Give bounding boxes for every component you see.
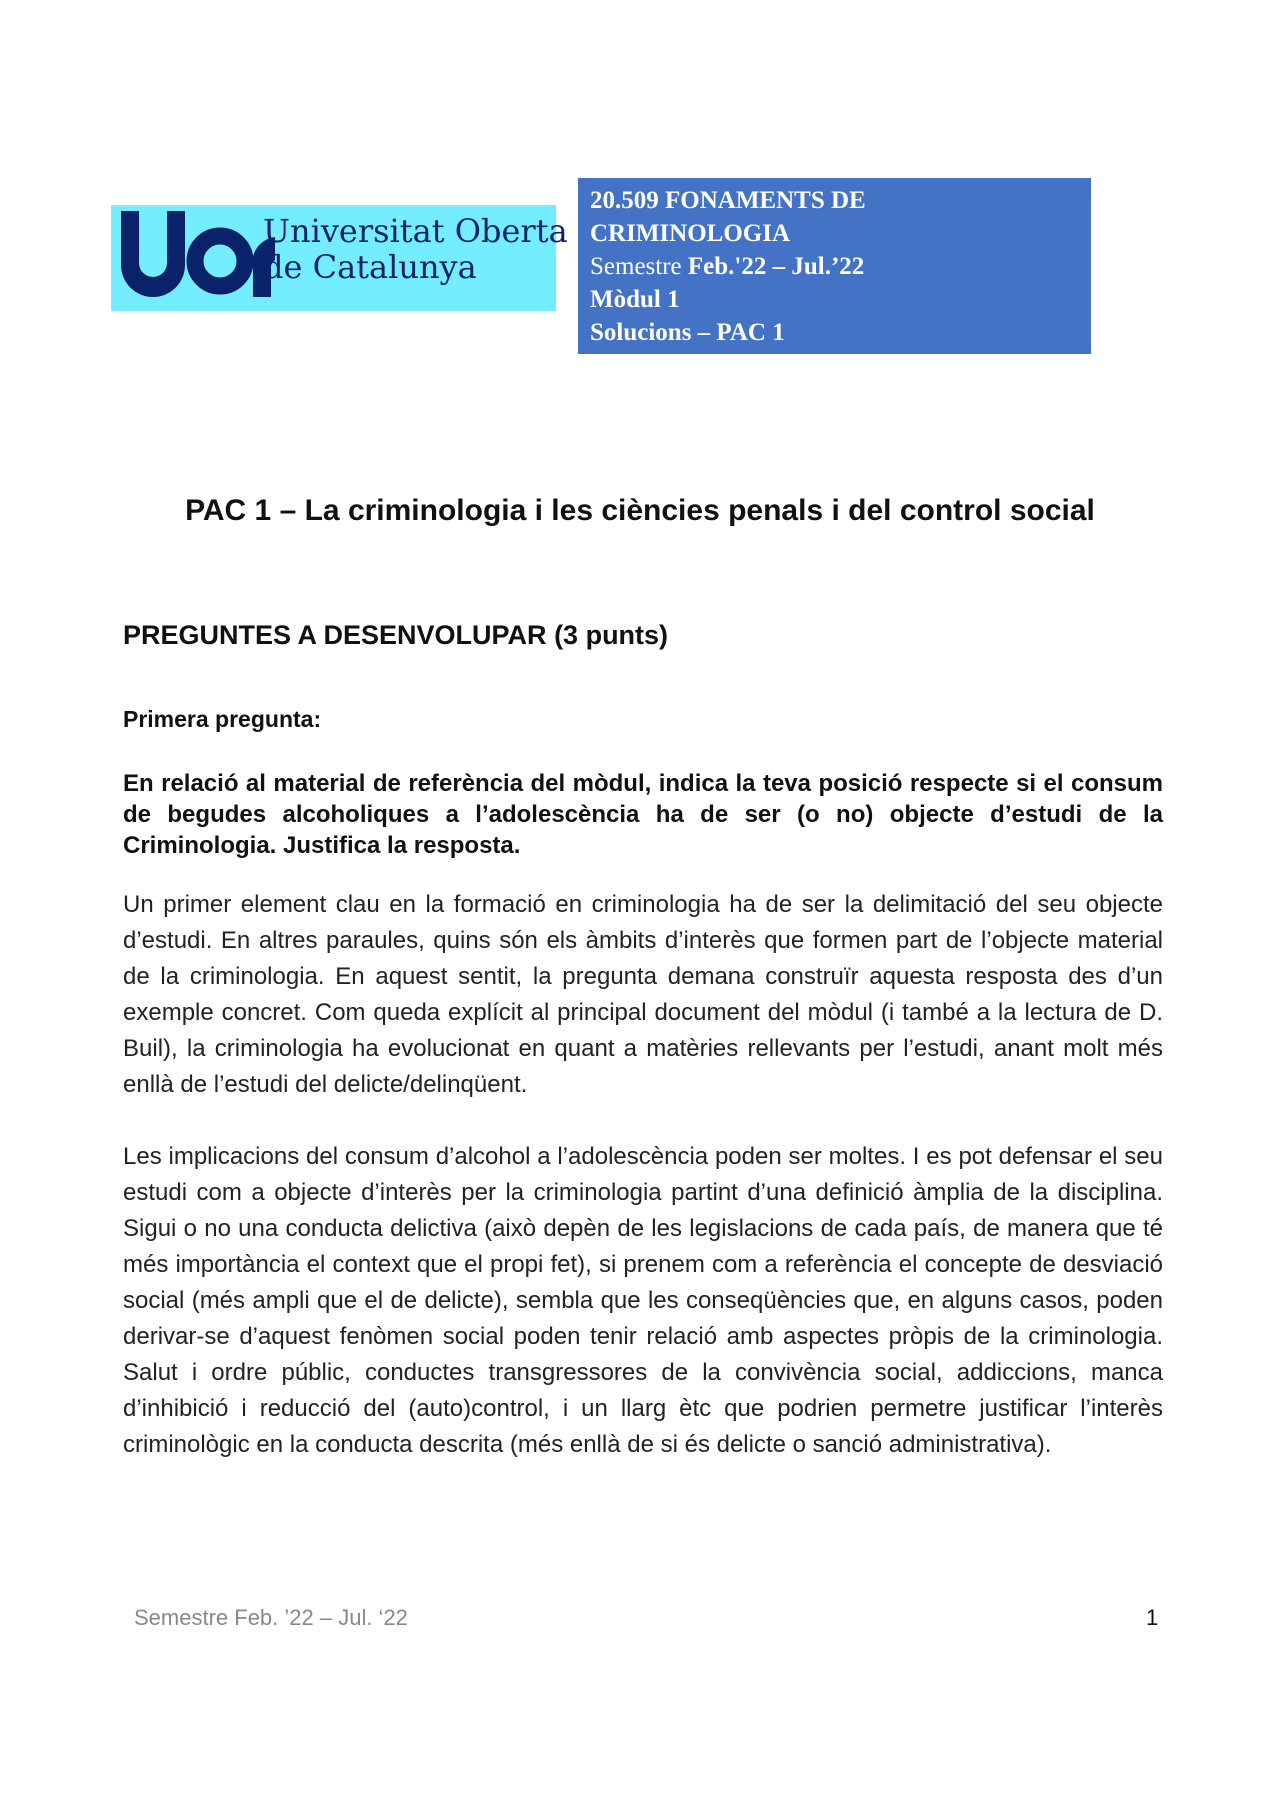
document-title: PAC 1 – La criminologia i les ciències penals i del control social [185,494,1095,527]
answer-paragraph-1: Un primer element clau en la formació en criminologia ha de ser la delimitació del seu objecte d’estudi. En altres paraules, quins són els àmbits d’interès que formen part de l’objecte material de la criminologia. En aquest sentit, la pregunta demana construïr aquesta resposta des d’un exemple concret. Com queda explícit al principal document del mòdul (i també a la lectura de D. Buil), la criminologia ha evolucionat en quant a matèries rellevants per l’estudi, anant molt més enllà de l’estudi del delicte/delinqüent. [123,891,1163,1098]
course-code-title-2: CRIMINOLOGIA [590,220,791,247]
course-info-box [578,178,1091,354]
university-name [263,213,568,285]
uoc-logo [111,205,568,311]
section-points: (3 punts) [546,620,669,650]
university-name-line1: Universitat Oberta [263,212,568,250]
question-label: Primera pregunta: [123,706,322,732]
university-name-line2: de Catalunya [263,248,477,286]
course-code-title: 20.509 FONAMENTS DE [590,187,866,214]
course-solutions: Solucions – PAC 1 [590,319,785,346]
uoc-logo-mark-icon [117,211,275,297]
page-number: 1 [1146,1605,1159,1630]
semester-value: Feb.'22 – Jul.’22 [687,253,865,280]
section-heading-text: PREGUNTES A DESENVOLUPAR [123,620,547,650]
question-text: En relació al material de referència del mòdul, indica la teva posició respecte si el consum de begudes alcoholiques a l’adolescència ha de ser (o no) objecte d’estudi de la Criminologia. Justifica la resposta. [123,770,1163,859]
answer-paragraph-2: Les implicacions del consum d’alcohol a l’adolescència poden ser moltes. I es pot defensar el seu estudi com a objecte d’interès per la criminologia partint d’una definició àmplia de la disciplina. Sigui o no una conducta delictiva (això depèn de les legislacions de cada país, de manera que té més importància el context que el propi fet), si prenem com a referència el concepte de desviació social (més ampli que el de delicte), sembla que les conseqüències que, en alguns casos, poden derivar-se d’aquest fenòmen social poden tenir relació amb aspectes pròpis de la criminologia. Salut i ordre públic, conductes transgressores de la convivència social, addiccions, manca d’inhibició i reducció del (auto)control, i un llarg ètc que podrien permetre justificar l’interès criminològic en la conducta descrita (més enllà de si és delicte o sanció administrativa). [123,1143,1163,1458]
semester-label: Semestre [590,253,682,280]
footer-semester: Semestre Feb. ’22 – Jul. ‘22 [134,1605,408,1630]
section-heading [123,620,668,651]
course-semester [590,250,1079,283]
course-module: Mòdul 1 [590,286,680,313]
